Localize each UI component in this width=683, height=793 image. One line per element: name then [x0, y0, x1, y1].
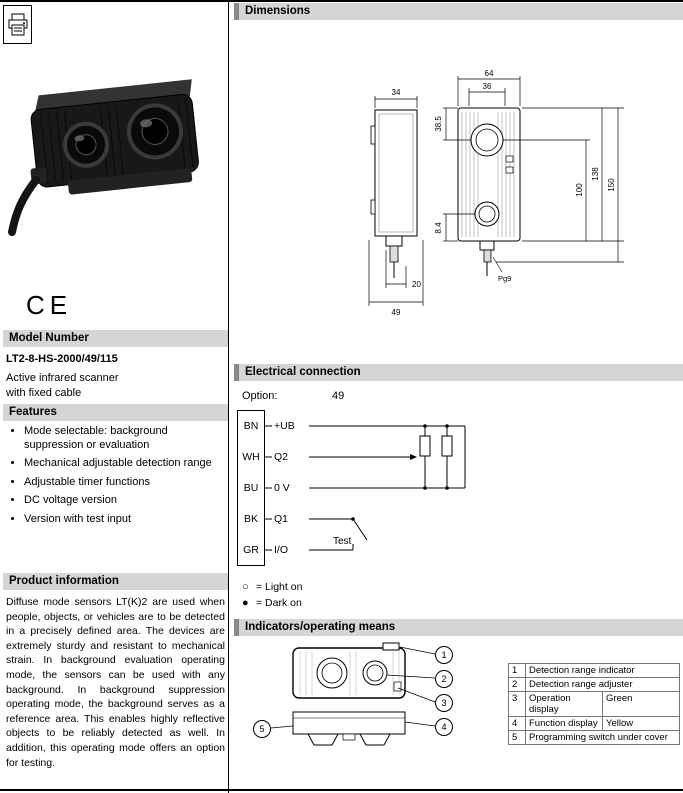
- feature-item: • Mode selectable: background suppression or evaluation: [24, 425, 228, 452]
- wire-code: WH: [242, 451, 260, 464]
- features-list: [8, 425, 228, 531]
- row-num: 5: [509, 731, 526, 745]
- option-label: Option:: [242, 390, 278, 402]
- legend-dark-on: [242, 596, 302, 610]
- table-row: [509, 717, 680, 731]
- dim-34: 34: [391, 88, 401, 97]
- wire-signal: Q1: [274, 513, 289, 526]
- wire-signal: 0 V: [274, 481, 290, 494]
- indicators-table: [508, 663, 680, 745]
- callout-4: 4: [441, 722, 447, 732]
- wire-code-block: [237, 410, 265, 566]
- top-rule: [0, 0, 683, 2]
- table-row: [509, 664, 680, 678]
- dim-38-5: 38.5: [434, 116, 443, 132]
- wire-code: BN: [243, 420, 259, 433]
- test-label: Test: [333, 536, 352, 547]
- row-label: Function display: [526, 717, 603, 731]
- electrical-header: Electrical connection: [234, 364, 683, 381]
- indicators-drawing: [248, 642, 478, 764]
- wire-code: GR: [243, 543, 259, 556]
- row-value: Green: [603, 692, 680, 717]
- bottom-rule: [0, 789, 683, 791]
- model-desc-line2: with fixed cable: [6, 387, 82, 399]
- print-icon-button[interactable]: [3, 5, 32, 44]
- dim-36: 36: [482, 82, 492, 91]
- row-label: Programming switch under cover: [526, 731, 680, 745]
- features-header: Features: [3, 404, 228, 421]
- wire-code: BK: [243, 512, 258, 525]
- legend-light-on: [242, 580, 302, 594]
- dim-150: 150: [607, 178, 616, 192]
- row-num: 1: [509, 664, 526, 678]
- table-row: [509, 692, 680, 717]
- dim-100: 100: [575, 183, 584, 197]
- row-num: 2: [509, 678, 526, 692]
- row-label: Detection range indicator: [526, 664, 680, 678]
- light-on-text: = Light on: [256, 581, 303, 593]
- dim-64: 64: [484, 69, 494, 78]
- row-label: Detection range adjuster: [526, 678, 680, 692]
- column-divider: [228, 0, 229, 793]
- callout-2: 2: [441, 674, 447, 684]
- row-label: Operation display: [526, 692, 603, 717]
- dimensions-drawing: [240, 26, 676, 356]
- callout-3: 3: [441, 698, 447, 708]
- dim-49: 49: [391, 308, 401, 317]
- wire-signal: Q2: [274, 450, 289, 463]
- product-info-text: Diffuse mode sensors LT(K)2 are used when people, objects, or vehicles are to be detected in a precisely defined area. The devices are extremely sturdy and resistant to mechanical strain. In background evaluation operating mode, the sensors can be used with any background. In background suppression operating mode, the background serves as a reference area. This enables highly reflective objects to be reliably detected as well. In addition, this operating mode offers an option for testing.: [6, 596, 225, 769]
- wire-signal: +UB: [274, 419, 295, 432]
- row-value: Yellow: [603, 717, 680, 731]
- wiring-diagram: [265, 410, 480, 575]
- callout-5: 5: [259, 724, 265, 734]
- table-row: [509, 731, 680, 745]
- row-num: 3: [509, 692, 526, 717]
- feature-item: • DC voltage version: [24, 494, 228, 508]
- feature-item: • Version with test input: [24, 513, 228, 527]
- dim-20: 20: [412, 280, 421, 289]
- model-number-value: LT2-8-HS-2000/49/115: [6, 353, 118, 365]
- model-number-header: Model Number: [3, 330, 228, 347]
- product-photo: [6, 48, 218, 236]
- light-on-symbol: ○: [242, 581, 249, 593]
- dim-8-4: 8.4: [434, 222, 443, 234]
- dark-on-symbol: ●: [242, 597, 249, 609]
- dim-pg9: Pg9: [498, 274, 512, 283]
- indicators-header: Indicators/operating means: [234, 619, 683, 636]
- feature-item: • Adjustable timer functions: [24, 476, 228, 490]
- printer-icon: [8, 13, 28, 37]
- dim-138: 138: [591, 167, 600, 181]
- table-row: [509, 678, 680, 692]
- callout-1: 1: [441, 650, 447, 660]
- wire-code: BU: [243, 481, 259, 494]
- ce-mark: CE: [26, 290, 73, 320]
- row-num: 4: [509, 717, 526, 731]
- dark-on-text: = Dark on: [256, 597, 302, 609]
- product-info-header: Product information: [3, 573, 228, 590]
- feature-item: • Mechanical adjustable detection range: [24, 457, 228, 471]
- dimensions-header: Dimensions: [234, 3, 683, 20]
- wire-signal: I/O: [274, 544, 289, 557]
- option-value: 49: [332, 390, 345, 402]
- model-desc-line1: Active infrared scanner: [6, 372, 119, 384]
